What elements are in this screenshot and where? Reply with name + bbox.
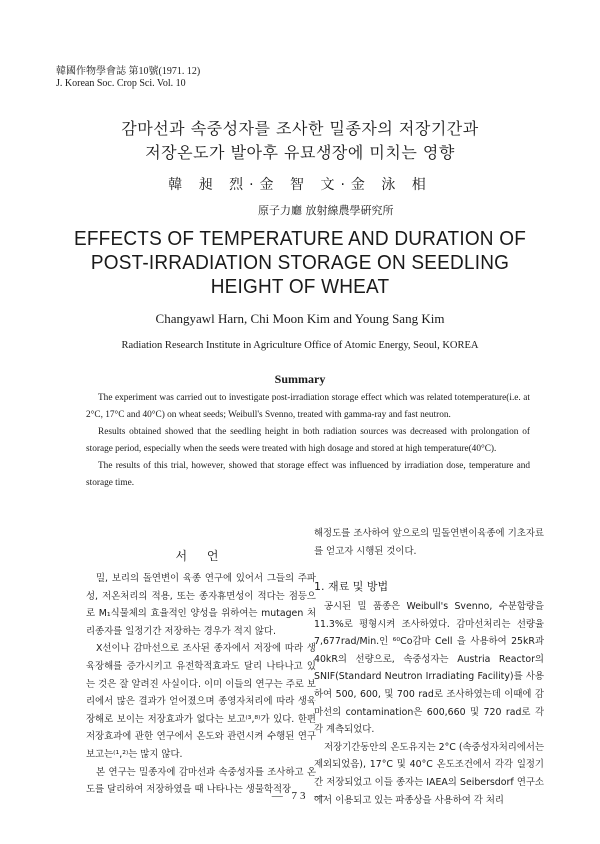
english-affiliation: Radiation Research Institute in Agriculture Office of Atomic Energy, Seoul, KOREA: [121, 340, 479, 351]
summary-heading: Summary: [274, 372, 326, 386]
right-column: [314, 525, 544, 560]
left-paragraph-1: 밀, 보리의 돌연변이 육종 연구에 있어서 그들의 주파성, 저온처리의 적용, 또는 종자휴면성이 적다는 점등으로 M₁식물체의 효율적인 양성을 위하여는 mutagen 처리종자를 일정기간 저장하는 경우가 적지 않다.: [86, 573, 316, 637]
summary-paragraph-1: The experiment was carried out to investigate post-irradiation storage effect which was related totemperature(i.e. at 2°C, 17°C and 40°C) on wheat seeds; Weibull's Svenno, treated with gamma-ray and fast neutron.: [86, 393, 530, 420]
english-title-line-3: HEIGHT OF WHEAT: [210, 276, 390, 299]
journal-english: J. Korean Soc. Crop Sci. Vol. 10: [56, 78, 186, 89]
introduction-heading: 서 언: [175, 549, 227, 563]
methods-heading: 1. 재료 및 방법: [314, 580, 389, 593]
right-paragraph-1: 공시된 밀 품종은 Weibull's Svenno, 수분함량을 11.3%로 평형시켜 조사하였다. 감마선처리는 선량율 7,677rad/Min.인 ⁶⁰Co감마 Cell 을 사용하여 25kR과 40kR의 선량으로, 속중성자는 Austria Reactor의 SNIF(Standard Neutron Irradiating Facility)를 사용하여 500, 600, 및 700 rad로 조사하였는데 이때에 감마선의 contamination은 600,660 및 720 rad로 각각 계측되었다.: [314, 601, 544, 736]
korean-authors: 韓 昶 烈·金 智 文·金 泳 相: [168, 177, 432, 193]
korean-title-line-1: 감마선과 속중성자를 조사한 밀종자의 저장기간과: [121, 119, 479, 138]
left-column: [86, 570, 316, 799]
summary-paragraph-3: The results of this trial, however, showed that storage effect was influenced by irradiation dose, temperature and storage time.: [86, 461, 530, 488]
english-authors: Changyawl Harn, Chi Moon Kim and Young Sang Kim: [155, 311, 445, 326]
left-paragraph-2: X선이나 감마선으로 조사된 종자에서 저장에 따라 생육장해를 증가시키고 유전학적효과도 달리 나타나고 있는 것은 잘 알려진 사실이다. 이미 이들의 연구는 주로 보리에서 많은 결과가 얻어졌으며 종영자처리에 따라 생육장해로 보이는 저장효과가 없다는 보고⁽³,⁸⁾가 있다. 한편 저장효과에 관한 연구에서 온도와 관련시켜 수행된 연구보고는⁽¹,²⁾는 많지 않다.: [86, 643, 316, 760]
english-title-line-1: EFFECTS OF TEMPERATURE AND DURATION OF: [73, 228, 526, 251]
journal-korean: 韓國作物學會誌 第10號(1971. 12): [56, 66, 201, 77]
left-paragraph-3: 본 연구는 밀종자에 감마선과 속중성자를 조사하고 온도를 달리하여 저장하였을 때 나타나는 생물학적장: [86, 766, 316, 796]
summary-body: [86, 390, 530, 492]
right-paragraph-0: 해정도를 조사하여 앞으로의 밀돌연변이육종에 기초자료를 얻고자 시행된 것이다.: [314, 528, 544, 557]
summary-paragraph-2: Results obtained showed that the seedling height in both radiation sources was decreased with prolongation of storage period, especially when the seeds were treated with high dosage and stored at high temperature(40°C).: [86, 427, 530, 454]
english-title-line-2: POST-IRRADIATION STORAGE ON SEEDLING: [90, 252, 510, 275]
journal-header: [56, 66, 200, 90]
right-paragraph-2: 저장기간동안의 온도유지는 2°C (속중성자처리에서는 제외되었음), 17°C 및 40°C 온도조건에서 각각 일정기간 저장되었고 이들 종자는 IAEA의 Seibersdorf 연구소에서 이용되고 있는 파종상을 사용하여 각 처리: [314, 741, 544, 806]
right-column-methods: [314, 598, 544, 809]
page-number: — 73 —: [271, 790, 329, 802]
korean-title-line-2: 저장온도가 발아후 유묘생장에 미치는 영향: [145, 143, 455, 162]
korean-affiliation: 原子力廳 放射線農學硏究所: [258, 204, 394, 217]
